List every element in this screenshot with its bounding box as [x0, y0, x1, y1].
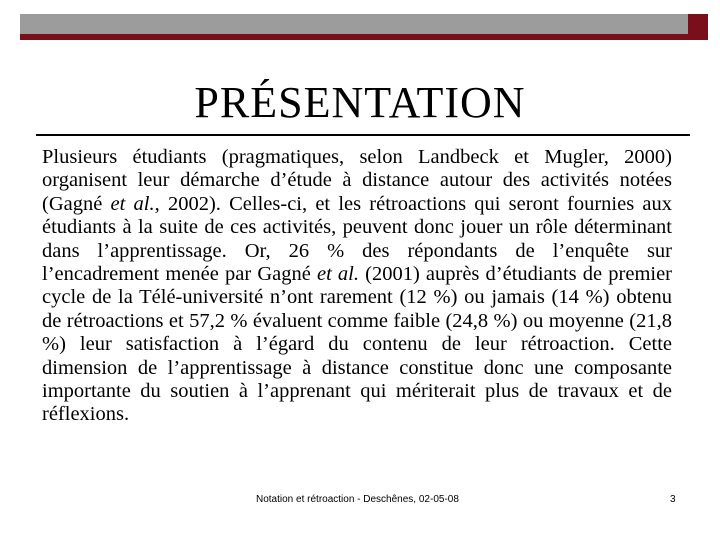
footer-text: Notation et rétroaction - Deschênes, 02-05-08 [256, 494, 459, 505]
slide-footer [0, 494, 720, 510]
body-segment-italic: et al. [110, 192, 155, 215]
header-gray-band [20, 14, 688, 34]
body-segment-italic: et al. [316, 263, 359, 286]
body-segment: , 2002). Celles-ci, et les rétroactions qui seront fournies aux étudiants à la suite de ces activités, peuvent donc jouer un rôle déterminant dans l’apprentissage. Or, 26 % des répondants de l’enquête sur l’encadrement menée par Gagné [42, 192, 672, 286]
body-segment: (2001) auprès d’étudiants de premier cycle de la Télé-université n’ont rarement (12 %) ou jamais (14 %) obtenu de rétroactions et 57,2 % évaluent comme faible (24,8 %) ou moyenne (21,8 %) leur satisfaction à l’égard du contenu de leur rétroaction. Cette dimension de l’apprentissage à distance constitue donc une composante importante du soutien à l’apprenant qui mériterait plus de travaux et de réflexions. [42, 263, 673, 426]
header-red-line [20, 34, 708, 40]
header-red-square [688, 14, 708, 34]
body-segment: Plusieurs étudiants (pragmatiques, selon Landbeck et Mugler, 2000) organisent leur démarche d’étude à distance autour des activités notées (Gagné [42, 146, 672, 215]
page-number: 3 [670, 494, 676, 505]
slide-title: PRÉSENTATION [194, 78, 526, 127]
slide-body-text [42, 146, 672, 427]
title-underline [36, 134, 690, 136]
header-decoration [20, 14, 708, 40]
